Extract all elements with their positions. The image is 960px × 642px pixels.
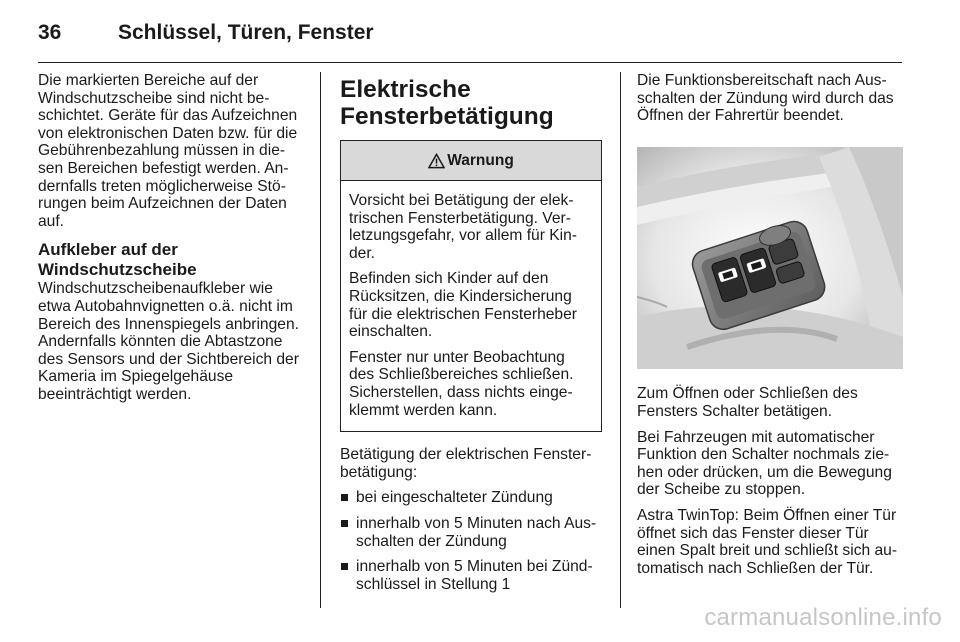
instruction-paragraph: Astra TwinTop: Beim Öffnen einer Tür öffnet sich das Fenster dieser Tür einen Spalt breit und schließt sich automatisch nach Schließen der Tür. xyxy=(637,506,898,577)
warning-paragraph: Vorsicht bei Betätigung der elektrischen Fensterbetätigung. Verletzungsgefahr, vor allem für Kinder. xyxy=(349,192,577,262)
sticker-paragraph: Windschutzscheibenaufkleber wie etwa Autobahnvignetten o.ä. nicht im Bereich des Innenspiegels anbringen. Andernfalls könnten die Abtastzone des Sensors und der Sichtbereich der Kameria im Spiegelgehäuse beeinträchtigt werden. xyxy=(38,280,299,403)
warning-header xyxy=(341,141,601,181)
list-item-text: bei eingeschalteter Zündung xyxy=(356,489,553,507)
page-header xyxy=(38,18,902,63)
warning-paragraph: Fenster nur unter Beobachtung des Schließbereiches schließen. Sicherstellen, dass nichts eingeklemmt werden kann. xyxy=(349,348,574,419)
operation-intro: Betätigung der elektrischen Fensterbetätigung: xyxy=(340,446,592,481)
bullet-square-icon xyxy=(341,494,348,501)
column-middle xyxy=(340,72,602,601)
sticker-subheading: Aufkleber auf der Windschutzscheibe xyxy=(38,240,197,280)
column-left xyxy=(38,72,304,412)
warning-triangle-icon xyxy=(428,153,445,169)
section-title: Elektrische Fensterbetätigung xyxy=(340,76,554,130)
page-number: 36 xyxy=(38,21,62,44)
instruction-paragraph: Bei Fahrzeugen mit automatischer Funktion den Schalter nochmals ziehen oder drücken, um die Bewegung der Scheibe zu stoppen. xyxy=(637,428,892,499)
bullet-square-icon xyxy=(341,563,348,570)
warning-title: Warnung xyxy=(447,151,514,169)
list-item xyxy=(340,515,602,550)
readiness-paragraph: Die Funktionsbereitschaft nach Ausschalten der Zündung wird durch das Öffnen der Fahrertür beendet. xyxy=(637,72,894,125)
bullet-square-icon xyxy=(341,520,348,527)
list-item-text: innerhalb von 5 Minuten nach Ausschalten der Zündung xyxy=(356,514,597,550)
column-divider xyxy=(620,72,621,608)
window-switch-illustration xyxy=(637,147,903,369)
watermark: carmanualsonline.info xyxy=(704,604,942,631)
warning-paragraph: Befinden sich Kinder auf den Rücksitzen, die Kindersicherung für die elektrischen Fensterheber einschalten. xyxy=(349,270,577,341)
column-right xyxy=(637,72,903,585)
chapter-title: Schlüssel, Türen, Fenster xyxy=(118,21,374,44)
warning-box xyxy=(340,140,602,432)
list-item-text: innerhalb von 5 Minuten bei Zündschlüssel in Stellung 1 xyxy=(356,558,593,593)
instruction-paragraph: Zum Öffnen oder Schließen des Fensters Schalter betätigen. xyxy=(637,385,858,420)
column-divider xyxy=(320,72,321,608)
list-item xyxy=(340,489,602,507)
warning-body xyxy=(341,181,601,431)
operation-conditions-list xyxy=(340,489,602,593)
windshield-intro-paragraph: Die markierten Bereiche auf der Windschutzscheibe sind nicht beschichtet. Geräte für das Aufzeichnen von elektronischen Daten bzw. für die Gebührenbezahlung müssen in diesen Bereichen befestigt werden. Andernfalls treten möglicherweise Störungen beim Aufzeichnen der Daten auf. xyxy=(38,72,298,230)
list-item xyxy=(340,558,602,593)
